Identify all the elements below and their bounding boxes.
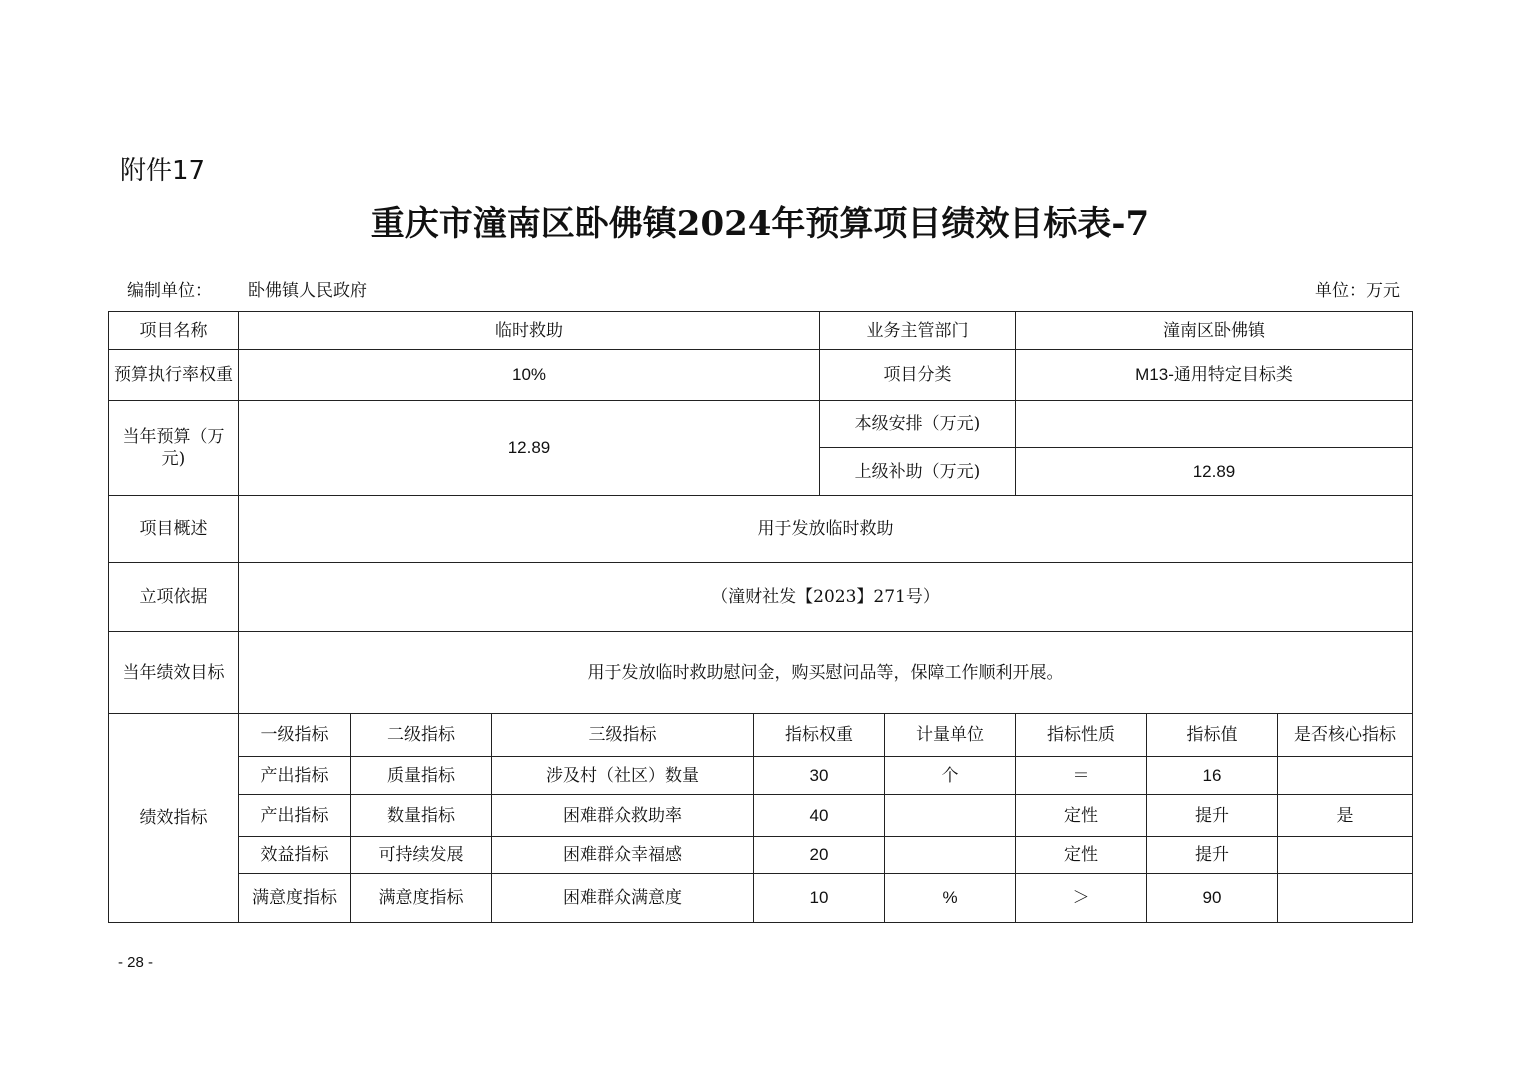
header-core: 是否核心指标	[1278, 714, 1413, 757]
header-level3: 三级指标	[492, 714, 754, 757]
category-label: 项目分类	[820, 350, 1016, 401]
row-goal	[109, 632, 1413, 714]
indicator-level1: 效益指标	[239, 837, 351, 874]
indicator-level3: 困难群众幸福感	[492, 837, 754, 874]
indicator-weight: 20	[754, 837, 885, 874]
row-overview	[109, 496, 1413, 563]
indicator-weight: 30	[754, 757, 885, 795]
indicator-value: 90	[1147, 874, 1278, 923]
page-title: 重庆市潼南区卧佛镇2024年预算项目绩效目标表-7	[370, 204, 1150, 244]
indicator-nature: ＝	[1016, 757, 1147, 795]
compiling-unit	[127, 276, 367, 301]
budget-label: 当年预算（万元)	[109, 401, 239, 496]
indicators-section-label: 绩效指标	[109, 714, 239, 923]
row-exec-rate	[109, 350, 1413, 401]
row-basis	[109, 563, 1413, 632]
indicator-level1: 产出指标	[239, 795, 351, 837]
attachment-label: 附件17	[120, 156, 206, 186]
local-arrangement-label: 本级安排（万元)	[820, 401, 1016, 448]
dept-label: 业务主管部门	[820, 312, 1016, 350]
row-project-name	[109, 312, 1413, 350]
overview-label: 项目概述	[109, 496, 239, 563]
indicator-header-row	[109, 714, 1413, 757]
indicator-unit	[885, 837, 1016, 874]
indicator-value: 提升	[1147, 795, 1278, 837]
header-unit: 计量单位	[885, 714, 1016, 757]
indicator-value: 提升	[1147, 837, 1278, 874]
indicator-core: 是	[1278, 795, 1413, 837]
compiling-unit-value: 卧佛镇人民政府	[248, 281, 367, 301]
indicator-core	[1278, 837, 1413, 874]
indicator-value: 16	[1147, 757, 1278, 795]
indicator-core	[1278, 874, 1413, 923]
indicator-row	[109, 795, 1413, 837]
performance-table	[108, 311, 1413, 923]
header-weight: 指标权重	[754, 714, 885, 757]
indicator-level3: 困难群众救助率	[492, 795, 754, 837]
page-number: - 28 -	[118, 954, 154, 971]
header-level2: 二级指标	[351, 714, 492, 757]
goal-value: 用于发放临时救助慰问金，购买慰问品等，保障工作顺利开展。	[239, 632, 1413, 714]
indicator-level3: 困难群众满意度	[492, 874, 754, 923]
exec-rate-value: 10%	[239, 350, 820, 401]
indicator-core	[1278, 757, 1413, 795]
indicator-nature: 定性	[1016, 837, 1147, 874]
header-value: 指标值	[1147, 714, 1278, 757]
basis-label: 立项依据	[109, 563, 239, 632]
indicator-level2: 满意度指标	[351, 874, 492, 923]
compiling-unit-label: 编制单位：	[127, 281, 212, 301]
project-name-value: 临时救助	[239, 312, 820, 350]
upper-subsidy-value: 12.89	[1016, 448, 1413, 496]
dept-value: 潼南区卧佛镇	[1016, 312, 1413, 350]
indicator-level2: 可持续发展	[351, 837, 492, 874]
overview-value: 用于发放临时救助	[239, 496, 1413, 563]
indicator-unit	[885, 795, 1016, 837]
indicator-row	[109, 837, 1413, 874]
exec-rate-label: 预算执行率权重	[109, 350, 239, 401]
indicator-weight: 10	[754, 874, 885, 923]
goal-label: 当年绩效目标	[109, 632, 239, 714]
header-level1: 一级指标	[239, 714, 351, 757]
indicator-level1: 产出指标	[239, 757, 351, 795]
indicator-row	[109, 757, 1413, 795]
indicator-level3: 涉及村（社区）数量	[492, 757, 754, 795]
indicator-level2: 质量指标	[351, 757, 492, 795]
budget-value: 12.89	[239, 401, 820, 496]
row-budget	[109, 401, 1413, 448]
category-value: M13-通用特定目标类	[1016, 350, 1413, 401]
indicator-unit: %	[885, 874, 1016, 923]
indicator-weight: 40	[754, 795, 885, 837]
indicator-level1: 满意度指标	[239, 874, 351, 923]
indicator-nature: ＞	[1016, 874, 1147, 923]
currency-unit: 单位：万元	[1315, 281, 1400, 301]
basis-value: （潼财社发【2023】271号）	[239, 563, 1413, 632]
upper-subsidy-label: 上级补助（万元)	[820, 448, 1016, 496]
indicator-unit: 个	[885, 757, 1016, 795]
local-arrangement-value	[1016, 401, 1413, 448]
indicator-nature: 定性	[1016, 795, 1147, 837]
project-name-label: 项目名称	[109, 312, 239, 350]
header-nature: 指标性质	[1016, 714, 1147, 757]
indicator-level2: 数量指标	[351, 795, 492, 837]
indicator-row	[109, 874, 1413, 923]
